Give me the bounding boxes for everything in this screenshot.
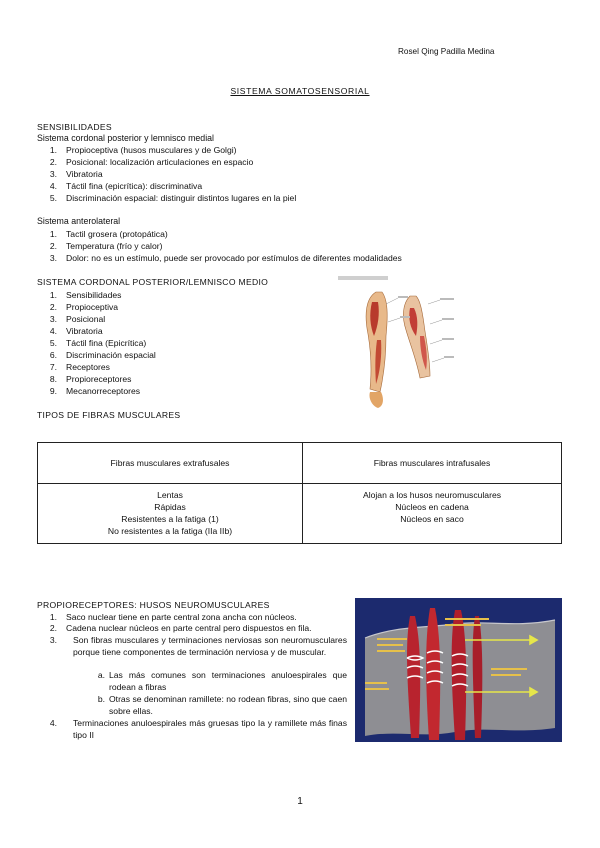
list-item: 2. Propioceptiva <box>49 302 119 312</box>
list-item: 9. Mecanorreceptores <box>49 386 141 396</box>
cordonal-subtitle: Sistema cordonal posterior y lemnisco medial <box>37 133 214 143</box>
husos-item-4: 4. Terminaciones anuloespirales más gruesas tipo Ia y ramillete más finas tipo II <box>37 718 347 741</box>
husos-heading: PROPIORECEPTORES: HUSOS NEUROMUSCULARES <box>37 600 270 610</box>
figure-caption-block <box>338 276 388 280</box>
list-item: 1. Tactil grosera (protopática) <box>49 229 168 239</box>
arm-muscles-illustration <box>336 274 458 412</box>
list-number: 2. <box>49 623 57 633</box>
list-item: 4. Táctil fina (epicrítica): discriminativa <box>49 181 203 191</box>
list-item: 4. Vibratoria <box>49 326 103 336</box>
husos-sub-a: a. Las más comunes son terminaciones anuloespirales que rodean a fibras <box>37 670 347 693</box>
anterolateral-list <box>37 228 402 264</box>
anterolateral-subtitle: Sistema anterolateral <box>37 216 121 226</box>
intrafusales-cell <box>303 484 562 544</box>
cell-line: Alojan a los husos neuromusculares <box>362 490 502 500</box>
left-arm <box>366 292 387 408</box>
list-item: 2. Posicional: localización articulaciones en espacio <box>49 157 254 167</box>
list-number: 4. <box>49 718 57 728</box>
cell-line: No resistentes a la fatiga (IIa IIb) <box>107 526 233 536</box>
fiber-types-table <box>37 442 562 544</box>
list-item: 8. Propioreceptores <box>49 374 132 384</box>
cell-line: Lentas <box>157 490 183 500</box>
sensibilidades-heading: SENSIBILIDADES <box>37 122 112 132</box>
list-item: 3. Posicional <box>49 314 106 324</box>
husos-item-2: 2. Cadena nuclear núcleos en parte central pero dispuestos en fila. <box>37 623 347 635</box>
husos-item-1: 1. Saco nuclear tiene en parte central zona ancha con núcleos. <box>37 612 347 624</box>
cell-line: Núcleos en cadena <box>395 502 469 512</box>
list-item: 5. Táctil fina (Epicrítica) <box>49 338 147 348</box>
cell-line: Resistentes a la fatiga (1) <box>121 514 219 524</box>
right-arm <box>403 296 430 378</box>
table-row <box>38 484 562 544</box>
muscle-spindle-diagram <box>355 598 562 742</box>
list-item: 1. Propioceptiva (husos musculares y de Golgi) <box>49 145 237 155</box>
list-item: 6. Discriminación espacial <box>49 350 156 360</box>
list-letter: b. <box>97 694 105 704</box>
page-title: SISTEMA SOMATOSENSORIAL <box>230 86 370 96</box>
cordonal-heading: SISTEMA CORDONAL POSTERIOR/LEMNISCO MEDIO <box>37 277 269 287</box>
list-item: 3. Vibratoria <box>49 169 103 179</box>
sensibilidades-list <box>37 144 296 204</box>
list-number: 3. <box>49 635 57 645</box>
column-header-extrafusales: Fibras musculares extrafusales <box>38 443 303 484</box>
husos-item-3: 3. Son fibras musculares y terminaciones nerviosas son neuromusculares porque tiene componentes de terminación nerviosa y de muscular. <box>37 635 347 658</box>
column-header-intrafusales: Fibras musculares intrafusales <box>303 443 562 484</box>
table-header-row <box>38 443 562 484</box>
list-item: 1. Sensibilidades <box>49 290 122 300</box>
list-number: 1. <box>49 612 57 622</box>
tipos-heading: TIPOS DE FIBRAS MUSCULARES <box>37 410 181 420</box>
list-letter: a. <box>97 670 105 680</box>
cell-line: Núcleos en saco <box>400 514 464 524</box>
page-number: 1 <box>297 796 303 807</box>
extrafusales-cell <box>38 484 303 544</box>
list-item: 3. Dolor: no es un estímulo, puede ser provocado por estímulos de diferentes modalidades <box>49 253 402 263</box>
list-item: 2. Temperatura (frío y calor) <box>49 241 163 251</box>
cordonal-list <box>37 289 156 397</box>
husos-sub-b: b. Otras se denominan ramillete: no rodean fibras, sino que caen sobre ellas. <box>37 694 347 717</box>
cell-line: Rápidas <box>154 502 186 512</box>
author-name: Rosel Qing Padilla Medina <box>398 47 495 56</box>
list-item: 5. Discriminación espacial: distinguir distintos lugares en la piel <box>49 193 297 203</box>
list-item: 7. Receptores <box>49 362 110 372</box>
